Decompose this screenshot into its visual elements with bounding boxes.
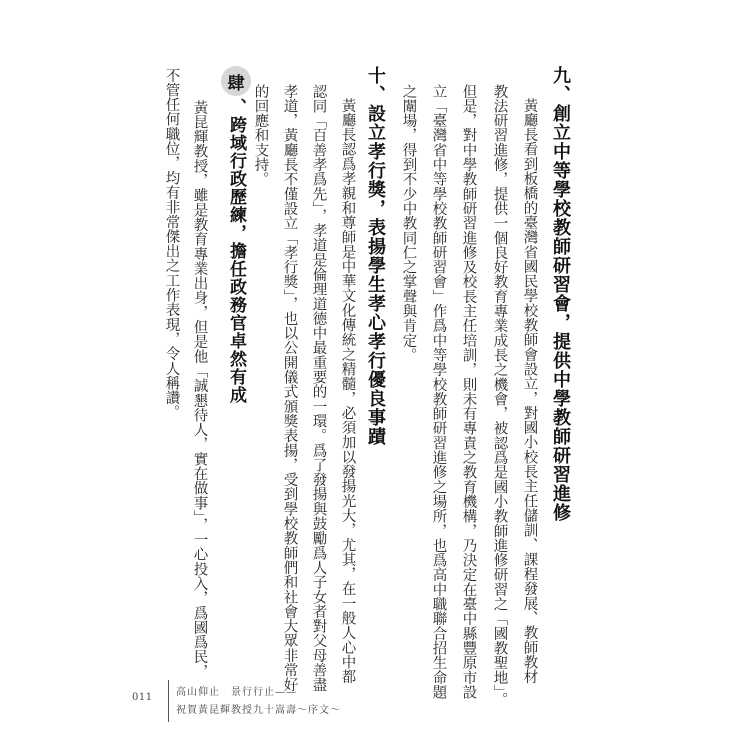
section-4-line-1: 黃昆輝教授，雖是教育專業出身，但是他「誠懇待人，實在做事」，一心投入，爲國爲民，	[191, 100, 208, 679]
section-4-line-2: 不管任何職位，均有非常傑出之工作表現，令人稱讚。	[163, 68, 180, 420]
running-title-line-2: 祝賀黃昆輝教授九十嵩壽～序文～	[176, 705, 341, 716]
section-10-line-1: 黃廳長認爲孝親和尊師是中華文化傳統之精髓，必須加以發揚光大，尤其，在一般人心中都	[339, 98, 356, 684]
section-10-line-3: 孝道，黃廳長不僅設立「孝行獎」，也以公開儀式頒獎表揚，受到學校教師們和社會大眾非常好	[281, 84, 298, 693]
section-4-badge: 肆	[221, 66, 251, 96]
section-9-line-5: 之闈場，得到不少中教同仁之掌聲與肯定。	[400, 84, 417, 363]
section-9-line-4: 立「臺灣省中等學校教師研習會」作爲中等學校教師研習進修之場所，也爲高中職聯合招生命題	[430, 84, 447, 700]
section-10-line-2: 認同「百善孝爲先」，孝道是倫理道德中最重要的一環。爲了發揚與鼓勵爲人子女者對父母善盡	[310, 84, 327, 693]
section-9-line-1: 黃廳長看到板橋的臺灣省國民學校教師會設立，對國小校長主任儲訓、課程發展、教師教材	[521, 98, 538, 684]
section-4-heading: 、跨域行政歷練，擔任政務官卓然有成	[226, 98, 246, 404]
page-number: 011	[132, 692, 153, 703]
section-10-heading: 十、設立孝行獎，表揚學生孝心孝行優良事蹟	[365, 66, 386, 446]
section-10-line-4: 的回應和支持。	[252, 84, 269, 187]
running-title-line-1: 高山仰止 景行行止——	[176, 687, 297, 698]
footer-divider	[168, 680, 169, 722]
section-9-line-3: 但是，對中學教師研習進修及校長主任培訓，則未有專責之教育機構，乃決定在臺中縣豐原市設	[460, 84, 477, 700]
section-9-line-2: 教法研習進修，提供一個良好教育專業成長之機會，被認爲是國小教師進修研習之「國教聖地」。	[491, 84, 508, 707]
section-9-heading: 九、創立中等學校教師研習會，提供中學教師研習進修	[550, 66, 571, 522]
